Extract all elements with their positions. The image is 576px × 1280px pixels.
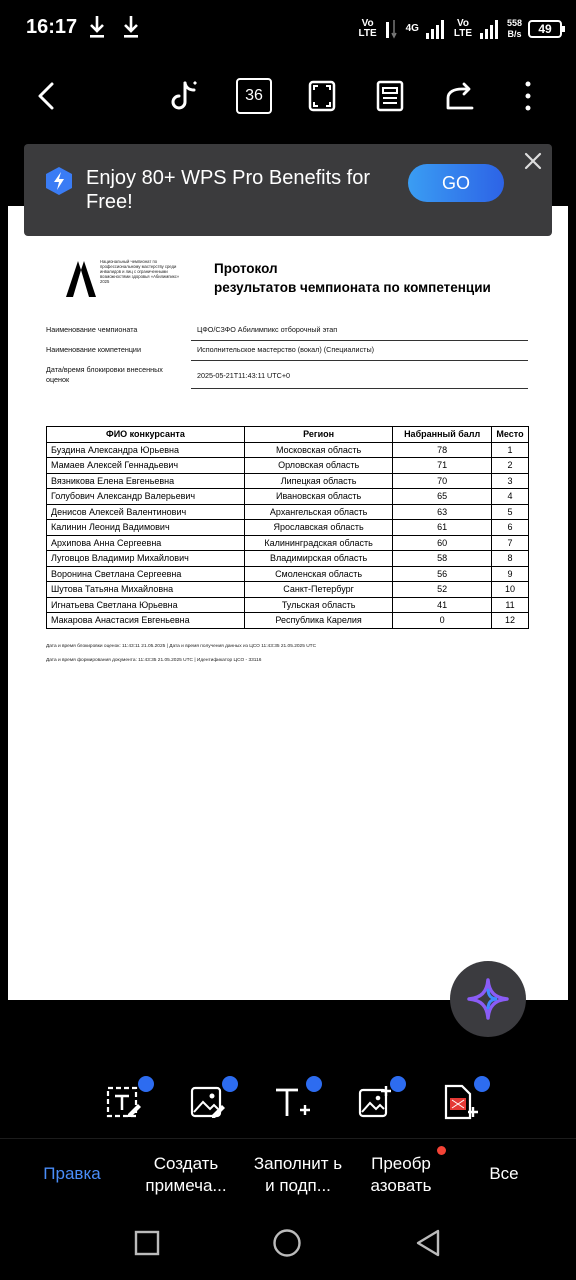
cell-region: Санкт-Петербург	[244, 582, 392, 598]
header-region: Регион	[244, 427, 392, 443]
cell-name: Вязникова Елена Евгеньевна	[47, 473, 245, 489]
tab-create-note[interactable]: Создать примеча...	[145, 1154, 227, 1195]
cell-score: 0	[393, 613, 492, 629]
image-edit-icon	[188, 1082, 228, 1122]
abilympics-logo-icon	[64, 258, 98, 298]
table-row	[47, 551, 529, 567]
tab-all[interactable]: Все	[489, 1164, 519, 1183]
cell-score: 70	[393, 473, 492, 489]
cell-score: 58	[393, 551, 492, 567]
text-edit-tool[interactable]	[104, 1082, 144, 1122]
cell-score: 60	[393, 535, 492, 551]
document-title	[214, 259, 491, 297]
cell-place: 4	[491, 489, 528, 505]
pdf-convert-icon	[440, 1082, 480, 1122]
tiktok-icon[interactable]	[166, 78, 202, 114]
cell-score: 41	[393, 597, 492, 613]
signal-icon	[425, 19, 447, 39]
cell-score: 56	[393, 566, 492, 582]
cell-name: Голубович Александр Валерьевич	[47, 489, 245, 505]
close-icon[interactable]	[522, 150, 544, 172]
cell-name: Воронина Светлана Сергеевна	[47, 566, 245, 582]
meta-championship	[46, 325, 530, 343]
signal-icon	[479, 19, 501, 39]
pro-badge	[474, 1076, 490, 1092]
cell-region: Орловская область	[244, 458, 392, 474]
table-row	[47, 597, 529, 613]
cell-name: Мамаев Алексей Геннадьевич	[47, 458, 245, 474]
add-image-icon	[356, 1082, 396, 1122]
cell-place: 12	[491, 613, 528, 629]
cell-name: Игнатьева Светлана Юрьевна	[47, 597, 245, 613]
speed-value: 558	[506, 18, 522, 28]
table-row	[47, 535, 529, 551]
cell-score: 65	[393, 489, 492, 505]
network-speed	[507, 18, 522, 40]
share-icon[interactable]	[442, 78, 478, 114]
image-edit-tool[interactable]	[188, 1082, 228, 1122]
header-score: Набранный балл	[393, 427, 492, 443]
meta-label: Наименование компетенции	[46, 345, 141, 354]
pro-badge	[306, 1076, 322, 1092]
tab-convert[interactable]: Преобр азовать	[370, 1154, 432, 1195]
cell-score: 52	[393, 582, 492, 598]
cell-region: Калининградская область	[244, 535, 392, 551]
abilympics-logo	[64, 258, 184, 298]
cell-score: 78	[393, 442, 492, 458]
add-image-tool[interactable]	[356, 1082, 396, 1122]
cell-place: 6	[491, 520, 528, 536]
meta-value: Исполнительское мастерство (вокал) (Специалисты)	[191, 345, 528, 361]
add-text-tool[interactable]	[272, 1082, 312, 1122]
table-row	[47, 504, 529, 520]
table-header-row	[47, 427, 529, 443]
status-time: 16:17	[26, 16, 78, 38]
cell-region: Ивановская область	[244, 489, 392, 505]
title-line-2: результатов чемпионата по компетенции	[214, 280, 491, 295]
cell-place: 3	[491, 473, 528, 489]
download-icon	[122, 14, 140, 40]
table-row	[47, 473, 529, 489]
fullscreen-icon[interactable]	[304, 78, 340, 114]
footnote-generated: Дата и время формирования документа: 11:43:35 21.05.2025 UTC | Идентификатор ЦСО - 33116	[46, 658, 262, 663]
bottom-tab-bar	[0, 1138, 576, 1209]
meta-label: Наименование чемпионата	[46, 325, 138, 334]
viewer-toolbar	[0, 64, 576, 128]
cell-name: Луговцов Владимир Михайлович	[47, 551, 245, 567]
promo-go-button[interactable]: GO	[408, 164, 504, 202]
footnote-timestamps: Дата и время блокировки оценок: 11:43:11 21.05.2025 | Дата и время получения данных из ЦСО 11:43:35 21.05.2025 UTC	[46, 644, 317, 649]
cell-place: 10	[491, 582, 528, 598]
cell-place: 9	[491, 566, 528, 582]
promo-banner[interactable]	[24, 144, 552, 236]
network-label-1: Vo LTE	[358, 18, 377, 39]
cell-place: 1	[491, 442, 528, 458]
pro-badge	[138, 1076, 154, 1092]
cell-name: Буздина Александра Юрьевна	[47, 442, 245, 458]
cell-region: Смоленская область	[244, 566, 392, 582]
ai-sparkle-icon	[467, 978, 509, 1020]
cell-region: Ярославская область	[244, 520, 392, 536]
cell-region: Архангельская область	[244, 504, 392, 520]
back-nav-icon[interactable]	[414, 1228, 442, 1258]
cell-place: 7	[491, 535, 528, 551]
page-count-button[interactable]: 36	[236, 78, 272, 114]
meta-value: 2025-05-21T11:43:11 UTC+0	[191, 365, 528, 389]
network-label-2: 4G	[405, 23, 419, 34]
ai-assistant-button[interactable]	[450, 961, 526, 1037]
recent-apps-icon[interactable]	[134, 1230, 160, 1256]
cell-region: Московская область	[244, 442, 392, 458]
document-page[interactable]	[8, 206, 568, 1000]
meta-label: Дата/время блокировки внесенных оценок	[46, 365, 163, 384]
table-row	[47, 566, 529, 582]
cell-place: 8	[491, 551, 528, 567]
pro-badge	[222, 1076, 238, 1092]
speed-unit: B/s	[507, 29, 522, 39]
notification-dot	[437, 1146, 446, 1155]
network-label-3: Vo LTE	[453, 18, 473, 39]
cell-region: Тульская область	[244, 597, 392, 613]
meta-competence	[46, 345, 530, 363]
cell-name: Макарова Анастасия Евгеньевна	[47, 613, 245, 629]
battery-indicator: 49	[528, 20, 562, 38]
table-row	[47, 489, 529, 505]
header-place: Место	[491, 427, 528, 443]
table-row	[47, 442, 529, 458]
back-icon[interactable]	[30, 78, 66, 114]
cell-name: Шутова Татьяна Михайловна	[47, 582, 245, 598]
cell-place: 2	[491, 458, 528, 474]
cell-name: Денисов Алексей Валентинович	[47, 504, 245, 520]
meta-value: ЦФО/СЗФО Абилимпикс отборочный этап	[191, 325, 528, 341]
signal-icon	[384, 18, 400, 40]
download-icon	[88, 14, 106, 40]
cell-region: Республика Карелия	[244, 613, 392, 629]
tab-fill-sign[interactable]: Заполнит ь и подп...	[253, 1154, 343, 1195]
promo-text: Enjoy 80+ WPS Pro Benefits for Free!	[86, 167, 371, 213]
table-row	[47, 520, 529, 536]
reader-mode-icon[interactable]	[372, 78, 408, 114]
results-table	[46, 426, 529, 629]
cell-place: 5	[491, 504, 528, 520]
title-line-1: Протокол	[214, 261, 278, 276]
cell-region: Владимирская область	[244, 551, 392, 567]
more-icon[interactable]	[510, 78, 546, 114]
cell-region: Липецкая область	[244, 473, 392, 489]
header-name: ФИО конкурсанта	[47, 427, 245, 443]
status-bar	[0, 0, 576, 60]
system-nav-bar	[0, 1212, 576, 1280]
table-row	[47, 458, 529, 474]
meta-lock-time	[46, 365, 530, 391]
wps-logo-icon	[44, 166, 74, 196]
tab-edit[interactable]: Правка	[43, 1164, 101, 1183]
add-text-icon	[272, 1082, 312, 1122]
table-row	[47, 582, 529, 598]
cell-score: 71	[393, 458, 492, 474]
pdf-convert-tool[interactable]	[440, 1082, 480, 1122]
status-indicators	[358, 14, 562, 44]
pro-badge	[390, 1076, 406, 1092]
logo-text: Национальный чемпионат по профессиональному мастерству среди инвалидов и лиц с ограниченными возможностями здоровья «Абилимпикс» 2025	[100, 259, 180, 284]
cell-name: Архипова Анна Сергеевна	[47, 535, 245, 551]
cell-place: 11	[491, 597, 528, 613]
home-icon[interactable]	[272, 1228, 302, 1258]
text-edit-icon	[104, 1082, 144, 1122]
cell-name: Калинин Леонид Вадимович	[47, 520, 245, 536]
cell-score: 61	[393, 520, 492, 536]
table-row	[47, 613, 529, 629]
cell-score: 63	[393, 504, 492, 520]
